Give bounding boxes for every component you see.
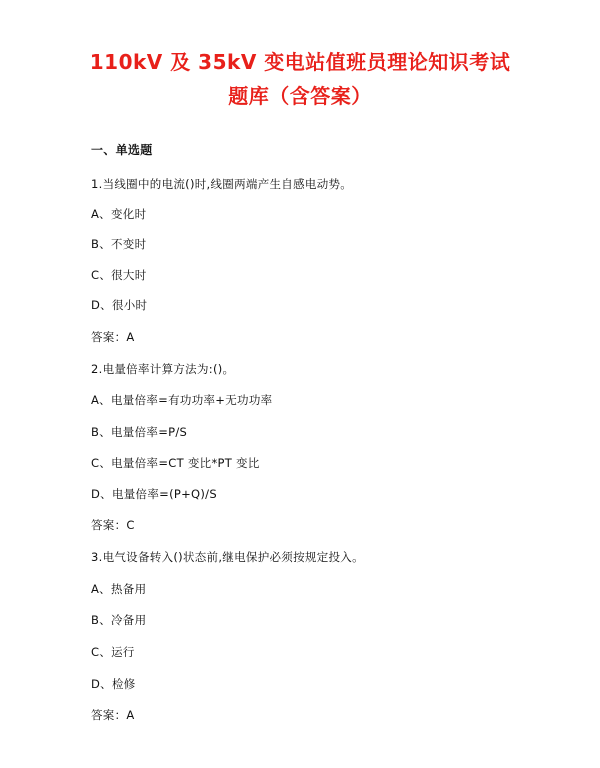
question-2-option-d: D、电量倍率=(P+Q)/S	[91, 487, 217, 501]
question-3-answer: 答案：A	[91, 708, 135, 722]
question-3-option-d: D、检修	[91, 677, 136, 691]
question-1-stem: 1.当线圈中的电流()时,线圈两端产生自感电动势。	[91, 177, 353, 191]
question-3-option-b: B、冷备用	[91, 613, 147, 627]
question-2-option-a: A、电量倍率=有功功率+无功功率	[91, 393, 273, 407]
question-3-stem: 3.电气设备转入()状态前,继电保护必须按规定投入。	[91, 550, 364, 564]
question-2-option-b: B、电量倍率=P/S	[91, 425, 188, 439]
question-1-answer: 答案：A	[91, 330, 135, 344]
document-title-line-1: 110kV 及 35kV 变电站值班员理论知识考试	[89, 50, 511, 74]
question-2-answer: 答案：C	[91, 518, 135, 532]
section-heading: 一、单选题	[91, 143, 153, 157]
question-1-option-a: A、变化时	[91, 207, 147, 221]
question-3-option-c: C、运行	[91, 645, 135, 659]
question-1-option-c: C、很大时	[91, 268, 147, 282]
question-3-option-a: A、热备用	[91, 582, 147, 596]
question-2-stem: 2.电量倍率计算方法为:()。	[91, 362, 235, 376]
document-title-line-2: 题库（含答案）	[228, 84, 372, 108]
question-1-option-b: B、不变时	[91, 237, 147, 251]
question-1-option-d: D、很小时	[91, 298, 148, 312]
question-2-option-c: C、电量倍率=CT 变比*PT 变比	[91, 456, 260, 470]
